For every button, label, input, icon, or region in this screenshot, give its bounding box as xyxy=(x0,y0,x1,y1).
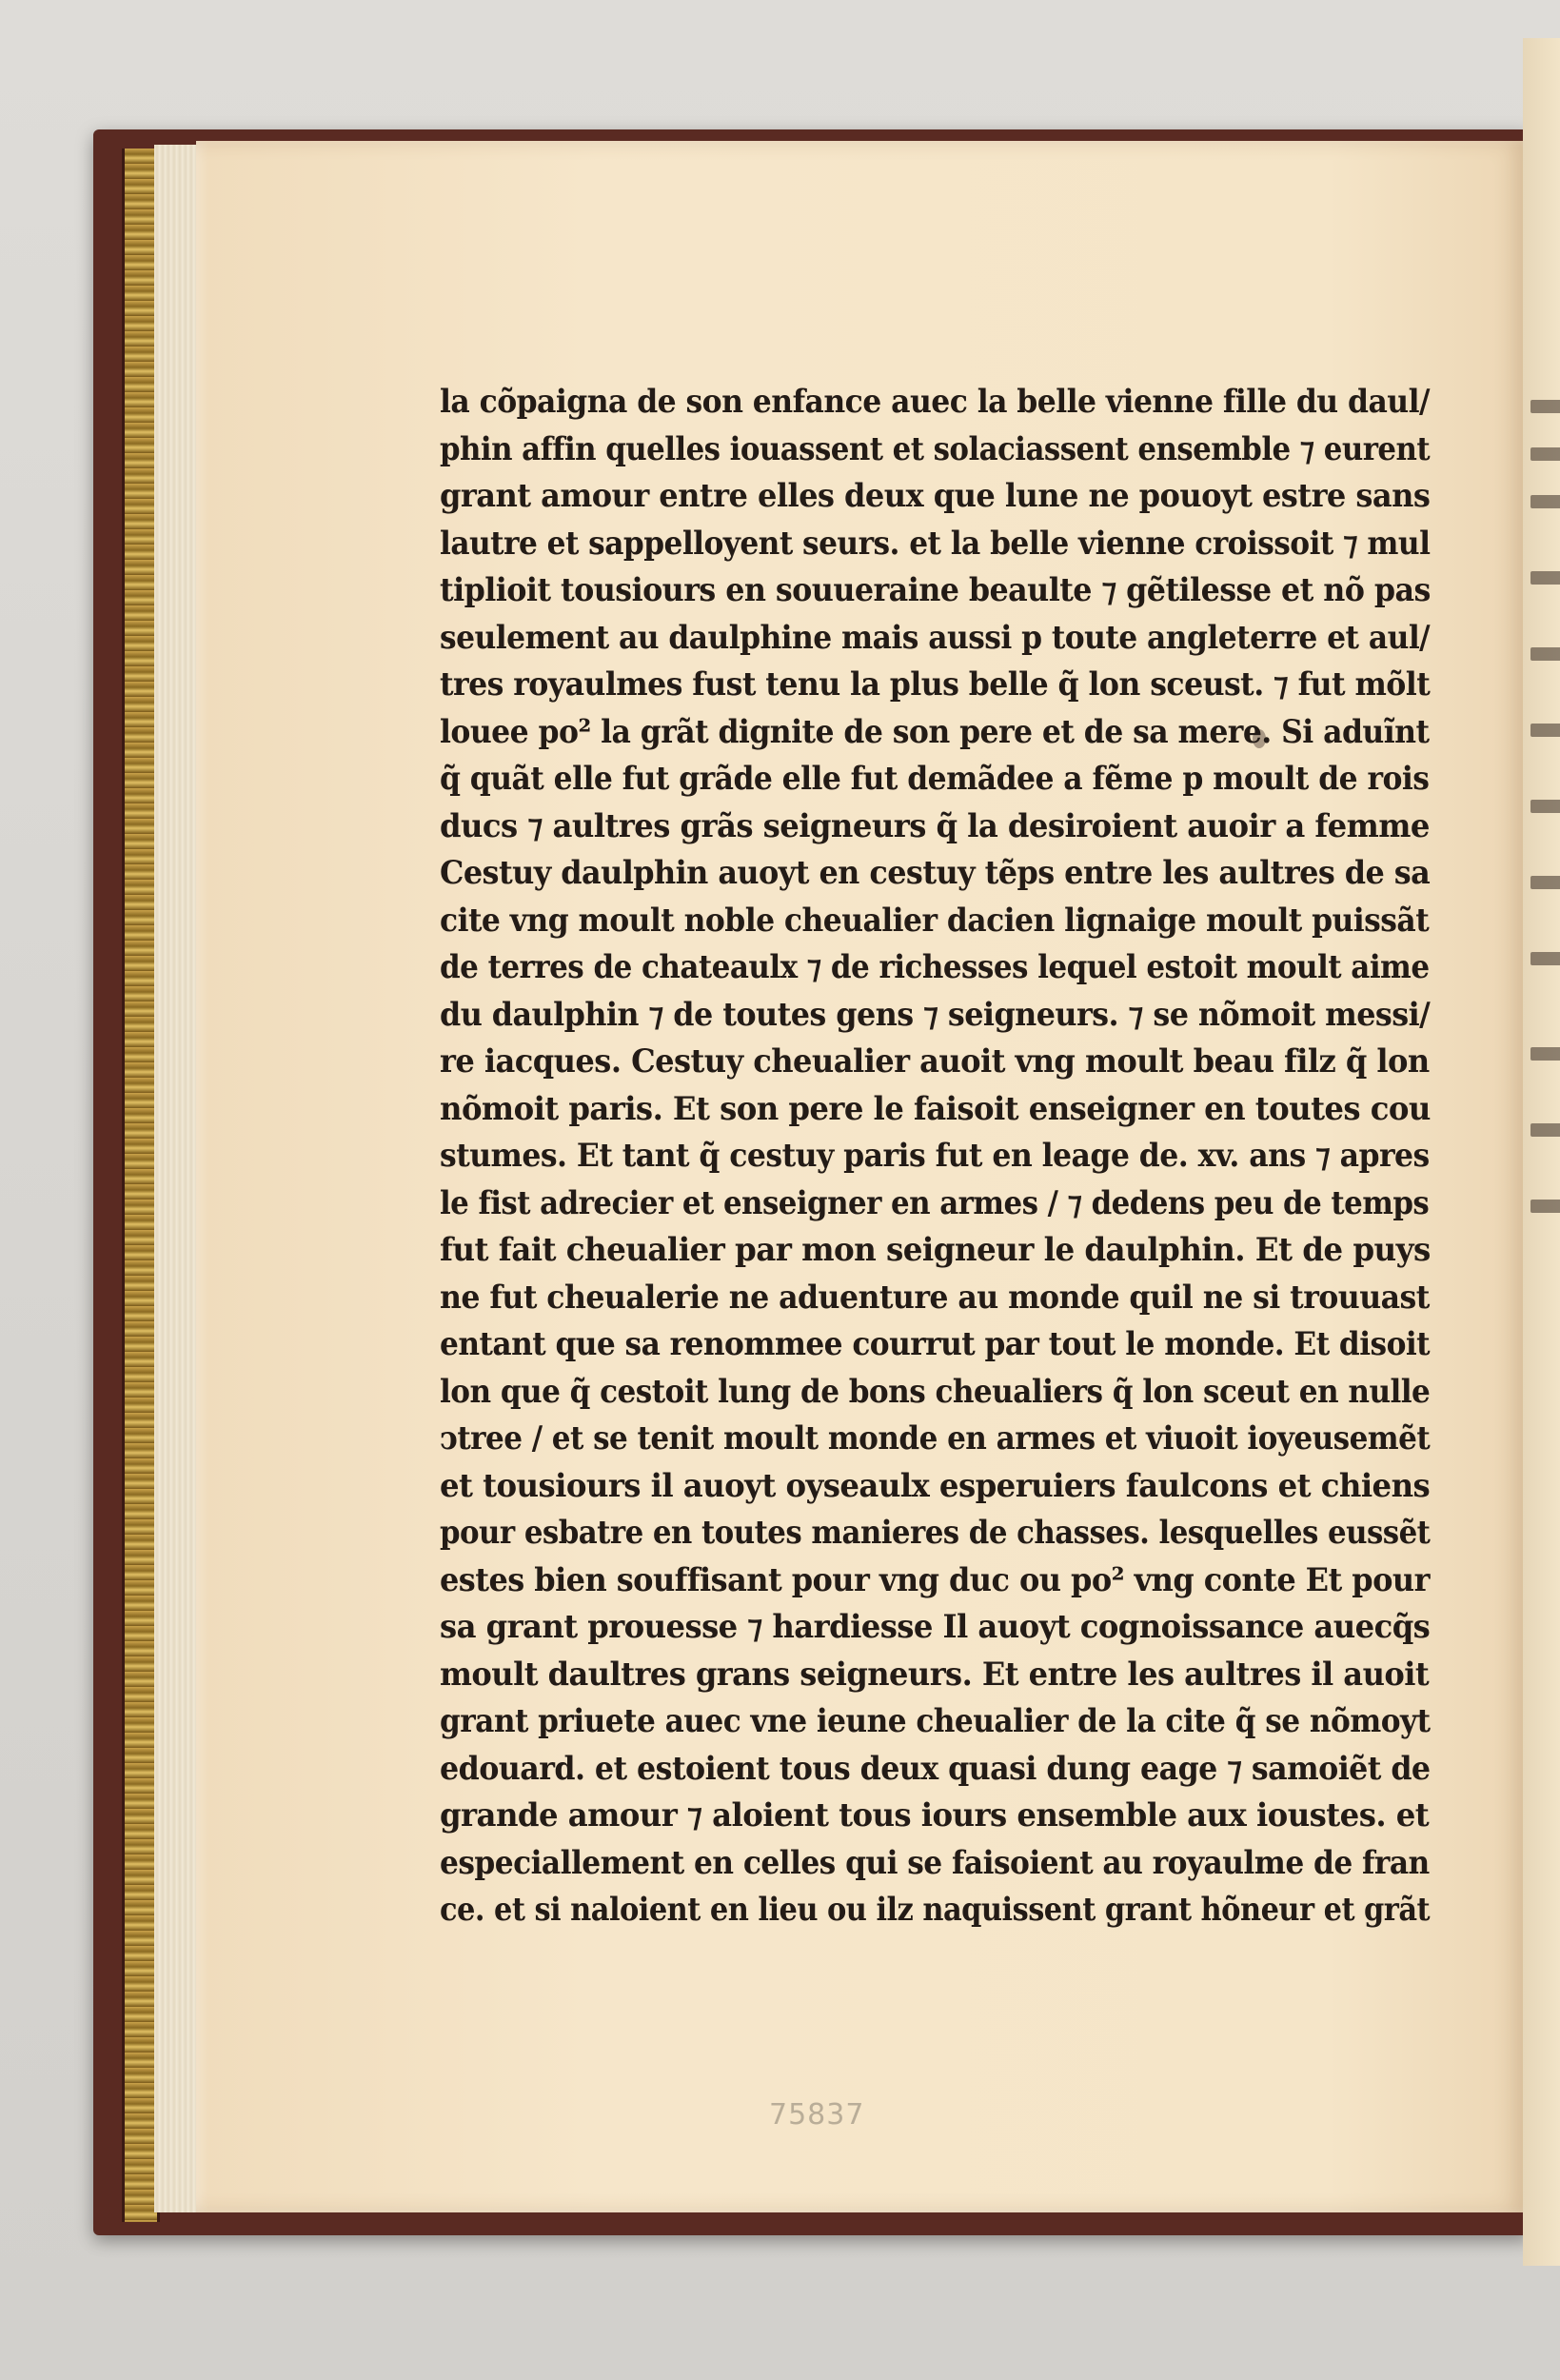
text-line: et tousiours il auoyt oyseaulx esperuiers faulcons et chiens xyxy=(440,1466,1431,1505)
text-line: lautre et sappelloyent seurs. et la belle vienne croissoit ⁊ mul xyxy=(440,524,1431,563)
text-line: tiplioit tousiours en souueraine beaulte ⁊ gẽtilesse et nõ pas xyxy=(440,571,1431,609)
text-line: la cõpaigna de son enfance auec la belle vienne fille du daul/ xyxy=(440,383,1430,421)
text-line: moult daultres grans seigneurs. Et entre les aultres il auoit xyxy=(440,1655,1430,1694)
text-line: ce. et si naloient en lieu ou ilz naquissent grant hõneur et grãt xyxy=(440,1891,1431,1929)
text-line: seulement au daulphine mais aussi p toute angleterre et aul/ xyxy=(440,618,1431,657)
text-line: fut fait cheualier par mon seigneur le daulphin. Et de puys xyxy=(440,1231,1431,1269)
text-line: phin affin quelles iouassent et solaciassent ensemble ⁊ eurent xyxy=(440,429,1431,468)
text-line: re iacques. Cestuy cheualier auoit vng moult beau filz q̃ lon xyxy=(440,1042,1430,1081)
text-line: sa grant prouesse ⁊ hardiesse Il auoyt cognoissance auecq̃s xyxy=(440,1608,1431,1646)
text-line: lon que q̃ cestoit lung de bons cheualiers q̃ lon sceut en nulle xyxy=(440,1372,1431,1411)
text-line: estes bien souffisant pour vng duc ou po² vng conte Et pour xyxy=(440,1560,1430,1599)
facing-page-edge xyxy=(1523,38,1560,2266)
text-line: entant que sa renommee courrut par tout le monde. Et disoit xyxy=(440,1325,1431,1363)
text-block xyxy=(440,379,1430,1934)
text-line: louee po² la grãt dignite de son pere et de sa mere. Si aduĩnt xyxy=(440,712,1430,751)
text-line: tres royaulmes fust tenu la plus belle q̃ lon sceust. ⁊ fut mõlt xyxy=(440,665,1431,704)
text-line: le fist adrecier et enseigner en armes / ⁊ dedens peu de temps xyxy=(440,1183,1430,1222)
text-line: ducs ⁊ aultres grãs seigneurs q̃ la desiroient auoir a femme xyxy=(440,806,1430,845)
text-line: edouard. et estoient tous deux quasi dung eage ⁊ samoiẽt de xyxy=(440,1749,1431,1788)
text-line: grande amour ⁊ aloient tous iours ensemble aux ioustes. et xyxy=(440,1796,1430,1835)
text-line: pour esbatre en toutes manieres de chasses. lesquelles eussẽt xyxy=(440,1514,1431,1552)
text-line: especiallement en celles qui se faisoient au royaulme de fran xyxy=(440,1843,1430,1882)
text-line: q̃ quãt elle fut grãde elle fut demãdee a fẽme p moult de rois xyxy=(440,760,1430,798)
text-line: Cestuy daulphin auoyt en cestuy tẽps entre les aultres de sa xyxy=(440,854,1431,892)
text-line: stumes. Et tant q̃ cestuy paris fut en leage de. xv. ans ⁊ apres xyxy=(440,1137,1430,1175)
text-line: grant amour entre elles deux que lune ne pouoyt estre sans xyxy=(440,477,1431,515)
text-line: du daulphin ⁊ de toutes gens ⁊ seigneurs. ⁊ se nõmoit messi/ xyxy=(440,995,1431,1034)
text-line: ne fut cheualerie ne aduenture au monde quil ne si trouuast xyxy=(440,1278,1430,1317)
text-line: ↄtree / et se tenit moult monde en armes et viuoit ioyeusemẽt xyxy=(440,1419,1431,1458)
text-line: grant priuete auec vne ieune cheualier de la cite q̃ se nõmoyt xyxy=(440,1702,1431,1740)
library-stamp: 75837 xyxy=(769,2098,865,2132)
text-line: de terres de chateaulx ⁊ de richesses lequel estoit moult aime xyxy=(440,948,1430,986)
text-line: nõmoit paris. Et son pere le faisoit enseigner en toutes cou xyxy=(440,1089,1431,1128)
text-line: cite vng moult noble cheualier dacien lignaige moult puissãt xyxy=(440,901,1430,940)
